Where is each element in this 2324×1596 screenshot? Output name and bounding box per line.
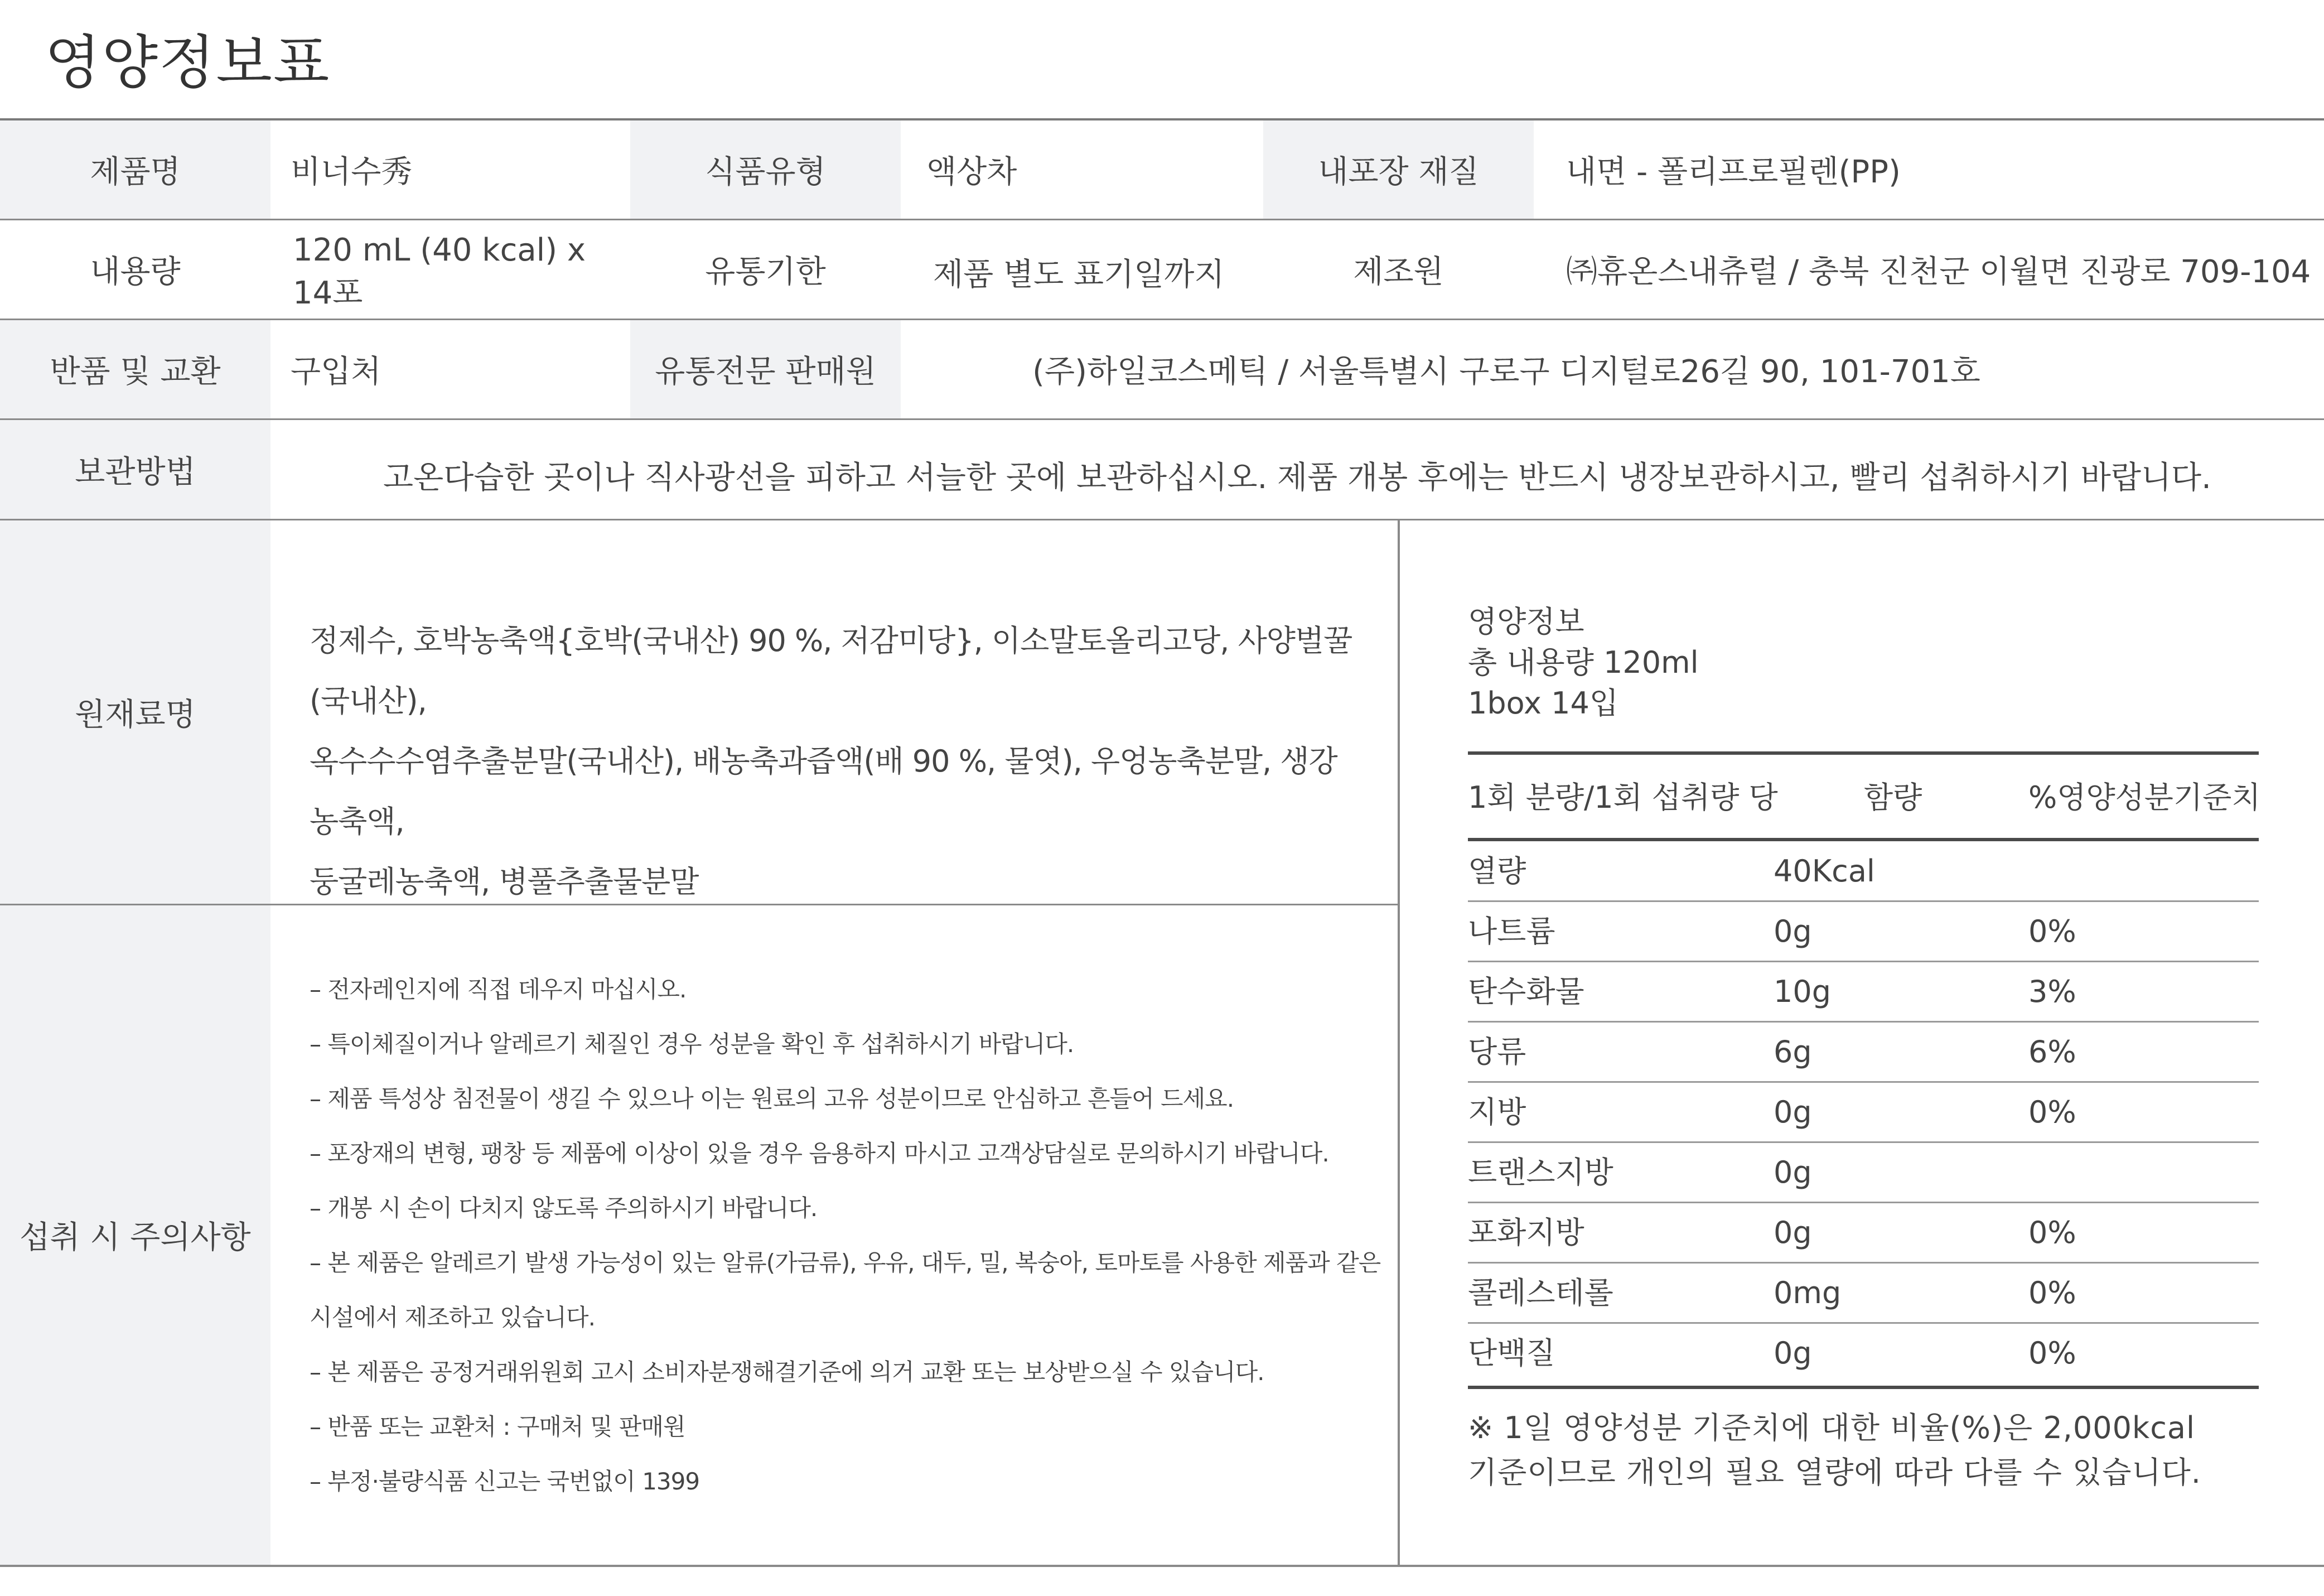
food-type-label: 식품유형 [630, 120, 901, 219]
nutrition-title: 영양정보 [1468, 604, 1584, 639]
nutrient-amount: 10g [1774, 974, 1831, 1009]
nutrition-row [1468, 1263, 2259, 1323]
cautions-list [310, 962, 1381, 1509]
storage-label: 보관방법 [0, 420, 270, 519]
nutrient-daily-value: 0% [2028, 1094, 2076, 1130]
nutrient-amount: 0mg [1774, 1275, 1842, 1310]
packaging-material-value: 내면 - 폴리프로필렌(PP) [1566, 154, 1901, 190]
distributor-value: (주)하일코스메틱 / 서울특별시 구로구 디지털로26길 90, 101-701호 [1032, 354, 1980, 390]
nutrient-name: 단백질 [1468, 1335, 1555, 1371]
nutrition-footnote [1468, 1406, 2201, 1495]
nutrition-row [1468, 901, 2259, 962]
storage-value: 고온다습한 곳이나 직사광선을 피하고 서늘한 곳에 보관하십시오. 제품 개봉 후에는 반드시 냉장보관하시고, 빨리 섭취하시기 바랍니다. [383, 459, 2211, 496]
nutrient-amount: 6g [1774, 1034, 1812, 1069]
nutrition-row [1468, 1203, 2259, 1263]
bottom-border [0, 1565, 2324, 1567]
nutrient-name: 당류 [1468, 1034, 1526, 1069]
dv-column-header: %영양성분기준치 [2028, 780, 2261, 815]
return-exchange-label: 반품 및 교환 [0, 320, 270, 418]
caution-item: – 본 제품은 공정거래위원회 고시 소비자분쟁해결기준에 의거 교환 또는 보상받으실 수 있습니다. [310, 1358, 1264, 1386]
nutrition-footnote-line: ※ 1일 영양성분 기준치에 대한 비율(%)은 2,000kcal [1468, 1410, 2195, 1445]
row-divider [0, 519, 2324, 520]
distributor-label: 유통전문 판매원 [630, 320, 901, 418]
nutrition-rule-thick [1468, 751, 2259, 755]
nutrient-name: 지방 [1468, 1094, 1526, 1130]
return-exchange-value: 구입처 [291, 354, 381, 390]
nutrition-row [1468, 1142, 2259, 1203]
caution-item: 시설에서 제조하고 있습니다. [310, 1304, 595, 1331]
ingredients-text [310, 611, 1358, 912]
nutrient-daily-value: 3% [2028, 974, 2076, 1009]
nutrition-header [1468, 601, 1699, 724]
nutrition-column-header [1468, 768, 2259, 828]
nutrient-daily-value: 0% [2028, 914, 2076, 949]
caution-item: – 반품 또는 교환처 : 구매처 및 판매원 [310, 1413, 685, 1440]
nutrient-amount: 0g [1774, 914, 1812, 949]
caution-item: – 본 제품은 알레르기 발생 가능성이 있는 알류(가금류), 우유, 대두, 밀, 복숭아, 토마토를 사용한 제품과 같은 [310, 1249, 1381, 1276]
nutrition-total-volume: 총 내용량 120ml [1468, 645, 1699, 680]
nutrition-row [1468, 1323, 2259, 1383]
nutrition-box-count: 1box 14입 [1468, 686, 1619, 721]
nutrition-row [1468, 841, 2259, 901]
food-type-value: 액상차 [926, 154, 1017, 190]
amount-column-header: 함량 [1864, 780, 1922, 815]
nutrient-daily-value: 0% [2028, 1215, 2076, 1250]
ingredients-line: 둥굴레농축액, 병풀추출물분말 [310, 864, 699, 899]
nutrient-daily-value: 0% [2028, 1335, 2076, 1371]
ingredients-line: 옥수수수염추출분말(국내산), 배농축과즙액(배 90 %, 물엿), 우엉농축분말, 생강농축액, [310, 744, 1337, 839]
cautions-label: 섭취 시 주의사항 [0, 905, 270, 1565]
caution-item: – 개봉 시 손이 다치지 않도록 주의하시기 바랍니다. [310, 1194, 818, 1222]
content-volume-value: 120 mL (40 kcal) x 14포 [293, 232, 586, 311]
nutrient-amount: 0g [1774, 1155, 1812, 1190]
nutrient-daily-value: 0% [2028, 1275, 2076, 1310]
nutrition-row [1468, 1082, 2259, 1142]
ingredients-line: 정제수, 호박농축액{호박(국내산) 90 %, 저감미당}, 이소말토올리고당, 사양벌꿀(국내산), [310, 623, 1352, 719]
expiry-value: 제품 별도 표기일까지 [933, 257, 1225, 293]
manufacturer-value: ㈜휴온스내츄럴 / 충북 진천군 이월면 진광로 709-104 [1566, 254, 2311, 290]
nutrition-rule-thick [1468, 1386, 2259, 1389]
nutrition-footnote-line: 기준이므로 개인의 필요 열량에 따라 다를 수 있습니다. [1468, 1455, 2201, 1490]
packaging-material-label: 내포장 재질 [1263, 120, 1534, 219]
nutrient-name: 포화지방 [1468, 1215, 1584, 1250]
nutrient-amount: 0g [1774, 1215, 1812, 1250]
nutrient-name: 트랜스지방 [1468, 1155, 1613, 1190]
nutrient-name: 나트륨 [1468, 914, 1555, 949]
caution-item: – 특이체질이거나 알레르기 체질인 경우 성분을 확인 후 섭취하시기 바랍니다. [310, 1030, 1074, 1058]
nutrition-row [1468, 962, 2259, 1022]
nutrient-amount: 0g [1774, 1335, 1812, 1371]
content-volume-label: 내용량 [0, 220, 270, 319]
nutrient-name: 탄수화물 [1468, 974, 1584, 1009]
caution-item: – 전자레인지에 직접 데우지 마십시오. [310, 976, 687, 1003]
caution-item: – 제품 특성상 침전물이 생길 수 있으나 이는 원료의 고유 성분이므로 안심하고 흔들어 드세요. [310, 1085, 1234, 1112]
expiry-label: 유통기한 [630, 220, 901, 319]
nutrient-name: 열량 [1468, 854, 1526, 889]
product-name-label: 제품명 [0, 120, 270, 219]
ingredients-label: 원재료명 [0, 520, 270, 904]
caution-item: – 포장재의 변형, 팽창 등 제품에 이상이 있을 경우 음용하지 마시고 고객상담실로 문의하시기 바랍니다. [310, 1140, 1329, 1167]
section-split-line [1398, 520, 1400, 1565]
nutrient-amount: 40Kcal [1774, 854, 1875, 889]
serving-column-header: 1회 분량/1회 섭취량 당 [1468, 780, 1778, 815]
nutrient-amount: 0g [1774, 1094, 1812, 1130]
nutrient-daily-value: 6% [2028, 1034, 2076, 1069]
caution-item: – 부정·불량식품 신고는 국번없이 1399 [310, 1468, 700, 1495]
product-name-value: 비너수秀 [291, 154, 413, 190]
manufacturer-label: 제조원 [1263, 220, 1534, 319]
nutrient-name: 콜레스테롤 [1468, 1275, 1613, 1310]
page-title: 영양정보표 [45, 28, 331, 97]
nutrition-row [1468, 1022, 2259, 1082]
